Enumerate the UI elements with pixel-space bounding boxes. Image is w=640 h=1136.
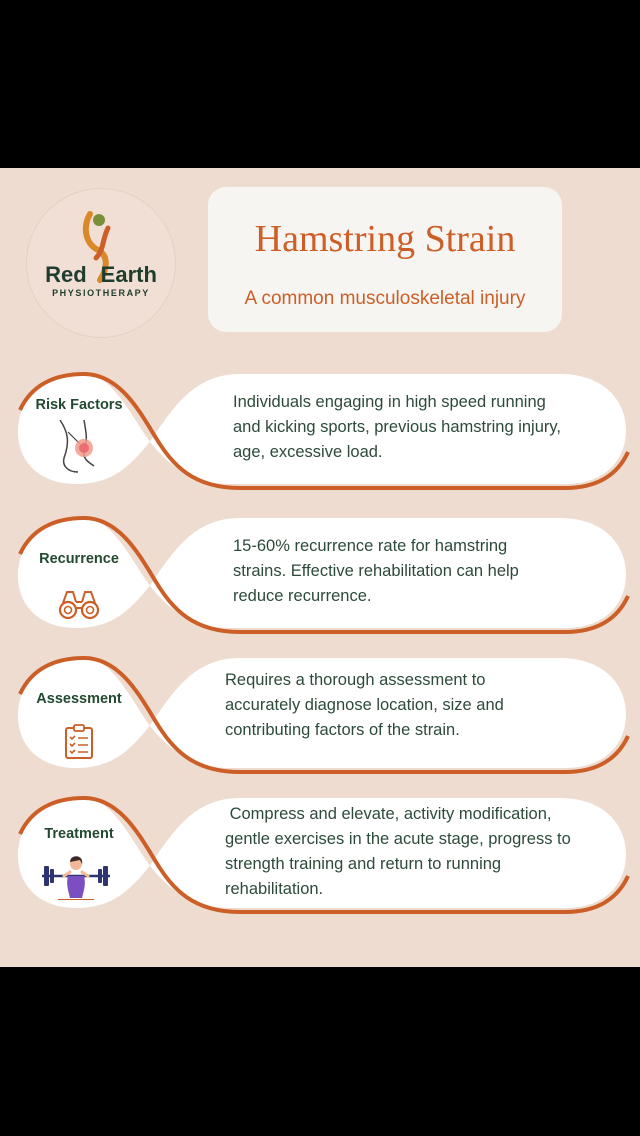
- title-card: [208, 187, 562, 332]
- section-assessment: [0, 656, 640, 776]
- desc-line: age, excessive load.: [233, 443, 383, 461]
- binoculars-icon: [58, 588, 100, 620]
- section-description: [233, 390, 561, 465]
- logo-name-red: Red: [45, 262, 87, 287]
- desc-line: contributing factors of the strain.: [225, 721, 460, 739]
- section-description: [225, 668, 504, 743]
- desc-line: 15-60% recurrence rate for hamstring: [233, 537, 508, 555]
- desc-line: strains. Effective rehabilitation can help: [233, 562, 519, 580]
- desc-line: Requires a thorough assessment to: [225, 671, 486, 689]
- logo-name: [26, 262, 176, 288]
- infographic: [0, 168, 640, 967]
- weightlifting-icon: [40, 854, 112, 900]
- section-risk-factors: [0, 372, 640, 492]
- desc-line: and kicking sports, previous hamstring injury,: [233, 418, 562, 436]
- desc-line: gentle exercises in the acute stage, progress to: [225, 830, 571, 848]
- desc-line: rehabilitation.: [225, 880, 324, 898]
- section-label: Risk Factors: [35, 397, 123, 413]
- logo-name-earth: Earth: [100, 262, 157, 287]
- section-treatment: [0, 796, 640, 916]
- leg-injury-icon: [54, 418, 104, 474]
- section-label: Treatment: [44, 826, 114, 842]
- desc-line: strength training and return to running: [225, 855, 502, 873]
- desc-line: accurately diagnose location, size and: [225, 696, 504, 714]
- clipboard-checklist-icon: [64, 724, 94, 760]
- desc-line: Compress and elevate, activity modification,: [225, 805, 552, 823]
- section-description: [233, 534, 519, 609]
- bottom-black-bar: [0, 967, 640, 1136]
- logo-tagline: PHYSIOTHERAPY: [52, 288, 150, 298]
- desc-line: Individuals engaging in high speed running: [233, 393, 546, 411]
- top-black-bar: [0, 0, 640, 168]
- section-description: [225, 802, 571, 902]
- page-subtitle: A common musculoskeletal injury: [244, 288, 526, 309]
- section-label: Assessment: [36, 691, 122, 707]
- section-label: Recurrence: [39, 551, 119, 567]
- desc-line: reduce recurrence.: [233, 587, 372, 605]
- section-recurrence: [0, 516, 640, 636]
- page-title: Hamstring Strain: [254, 218, 516, 260]
